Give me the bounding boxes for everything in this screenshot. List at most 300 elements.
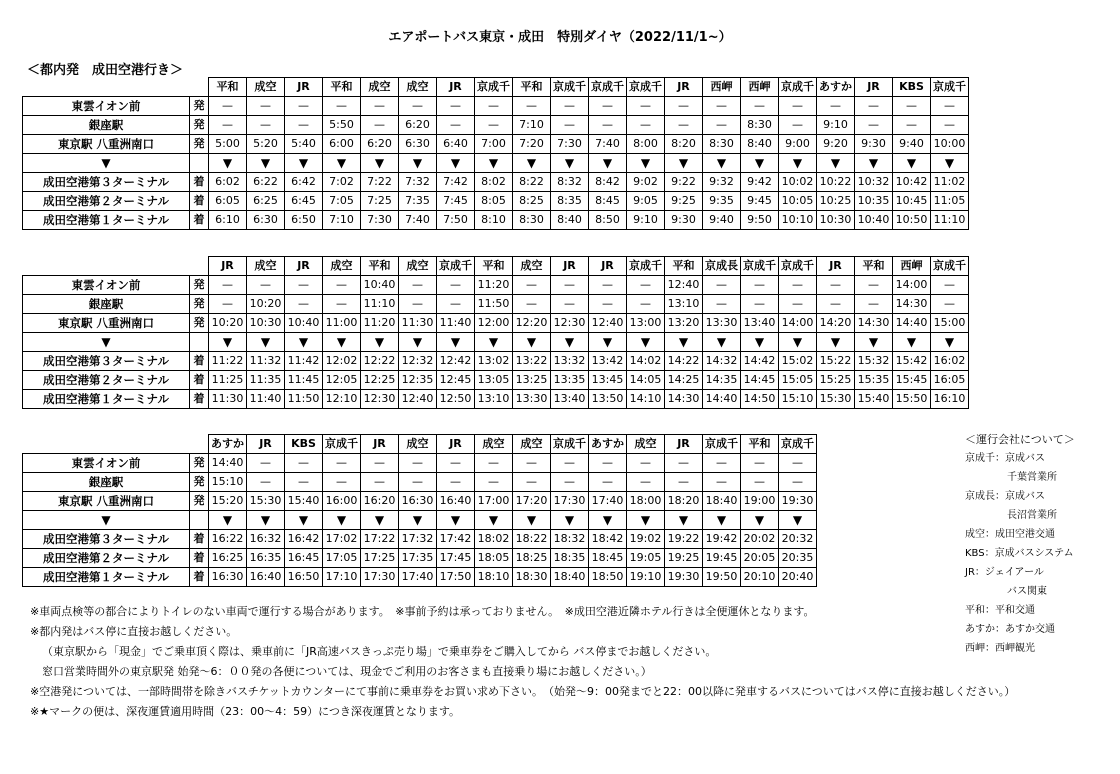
time-cell: 13:22: [513, 352, 551, 371]
time-cell: —: [589, 116, 627, 135]
time-cell: —: [247, 473, 285, 492]
time-cell: —: [399, 295, 437, 314]
time-cell: —: [817, 97, 855, 116]
time-cell: 7:25: [361, 192, 399, 211]
time-cell: —: [437, 116, 475, 135]
operator-entry-cont: 長沼営業所: [1007, 510, 1057, 521]
time-cell: —: [323, 473, 361, 492]
time-cell: —: [285, 454, 323, 473]
time-cell: 6:25: [247, 192, 285, 211]
time-cell: 7:30: [361, 211, 399, 230]
time-cell: 15:10: [779, 390, 817, 409]
time-cell: 5:40: [285, 135, 323, 154]
time-cell: 13:32: [551, 352, 589, 371]
operator-cell: 京成千: [931, 257, 969, 276]
time-cell: —: [741, 473, 779, 492]
time-cell: —: [665, 473, 703, 492]
operator-cell: KBS: [893, 78, 931, 97]
time-cell: 13:40: [741, 314, 779, 333]
time-cell: —: [779, 97, 817, 116]
time-cell: 15:30: [247, 492, 285, 511]
time-cell: 19:42: [703, 530, 741, 549]
operator-cell: JR: [247, 435, 285, 454]
time-cell: 14:30: [855, 314, 893, 333]
time-cell: —: [475, 473, 513, 492]
time-cell: —: [589, 295, 627, 314]
time-cell: 7:20: [513, 135, 551, 154]
time-cell: 5:20: [247, 135, 285, 154]
operator-cell: 京成千: [627, 257, 665, 276]
time-cell: 15:22: [817, 352, 855, 371]
time-cell: 11:32: [247, 352, 285, 371]
time-cell: 14:42: [741, 352, 779, 371]
time-cell: 7:40: [589, 135, 627, 154]
time-cell: 20:40: [779, 568, 817, 587]
time-cell: 11:30: [209, 390, 247, 409]
time-cell: 17:20: [513, 492, 551, 511]
arrow-cell: ▼: [665, 333, 703, 352]
time-cell: —: [361, 473, 399, 492]
arrow-cell: ▼: [627, 333, 665, 352]
arr-row: [23, 211, 969, 230]
operator-cell: 京成千: [589, 78, 627, 97]
time-cell: 13:20: [665, 314, 703, 333]
operator-cell: 京成千: [475, 78, 513, 97]
operator-cell: 成空: [323, 257, 361, 276]
notes: [30, 602, 1100, 722]
time-cell: 19:02: [627, 530, 665, 549]
time-cell: —: [627, 97, 665, 116]
time-cell: 16:40: [437, 492, 475, 511]
arrow-cell: ▼: [627, 511, 665, 530]
time-cell: —: [361, 97, 399, 116]
dep-row: [23, 276, 969, 295]
time-cell: —: [627, 295, 665, 314]
time-cell: —: [551, 473, 589, 492]
time-cell: 12:02: [323, 352, 361, 371]
stop-name: 銀座駅: [23, 473, 190, 492]
time-cell: —: [513, 295, 551, 314]
time-cell: —: [247, 116, 285, 135]
time-cell: 9:05: [627, 192, 665, 211]
time-cell: 8:00: [627, 135, 665, 154]
time-cell: 10:40: [285, 314, 323, 333]
time-cell: 15:20: [209, 492, 247, 511]
stop-name: 東京駅 八重洲南口: [23, 492, 190, 511]
time-cell: 14:30: [893, 295, 931, 314]
operator-cell: 平和: [475, 257, 513, 276]
operator-cell: 京成千: [551, 78, 589, 97]
header-blank: [23, 257, 209, 276]
time-cell: —: [437, 97, 475, 116]
time-cell: 14:20: [817, 314, 855, 333]
operator-cell: 京成千: [323, 435, 361, 454]
time-cell: —: [209, 116, 247, 135]
time-cell: 16:32: [247, 530, 285, 549]
arrow-cell: ▼: [817, 333, 855, 352]
time-cell: 8:20: [665, 135, 703, 154]
time-cell: 9:35: [703, 192, 741, 211]
time-cell: 19:05: [627, 549, 665, 568]
section-title: ＜都内発 成田空港行き＞: [27, 63, 184, 78]
arrow-cell: ▼: [893, 333, 931, 352]
operator-legend-title: ＜運行会社について＞: [965, 433, 1075, 446]
arrow-label: ▼: [23, 154, 190, 173]
dep-arr-mark: 発: [190, 295, 209, 314]
time-cell: 9:30: [665, 211, 703, 230]
arrow-cell: ▼: [209, 511, 247, 530]
document-title: エアポートバス東京・成田 特別ダイヤ（2022/11/1~）: [388, 30, 732, 45]
time-cell: 16:35: [247, 549, 285, 568]
time-cell: —: [589, 97, 627, 116]
time-cell: —: [931, 116, 969, 135]
time-cell: 17:30: [551, 492, 589, 511]
time-cell: —: [893, 116, 931, 135]
operator-header-row: [23, 435, 817, 454]
time-cell: —: [703, 473, 741, 492]
time-cell: 18:10: [475, 568, 513, 587]
time-cell: 11:42: [285, 352, 323, 371]
arrow-cell: ▼: [627, 154, 665, 173]
operator-cell: JR: [361, 435, 399, 454]
operator-cell: JR: [665, 78, 703, 97]
time-cell: 10:40: [855, 211, 893, 230]
time-cell: —: [817, 276, 855, 295]
stop-name: 東京駅 八重洲南口: [23, 135, 190, 154]
time-cell: —: [741, 276, 779, 295]
time-cell: —: [513, 473, 551, 492]
time-cell: 8:45: [589, 192, 627, 211]
operator-legend: [965, 430, 1115, 658]
time-cell: 11:50: [475, 295, 513, 314]
time-cell: 7:30: [551, 135, 589, 154]
time-cell: —: [665, 454, 703, 473]
time-cell: 8:40: [741, 135, 779, 154]
time-cell: 7:00: [475, 135, 513, 154]
time-cell: 18:40: [703, 492, 741, 511]
time-cell: —: [399, 454, 437, 473]
time-cell: 9:45: [741, 192, 779, 211]
time-cell: —: [855, 116, 893, 135]
arrow-cell: ▼: [779, 333, 817, 352]
note-line: ※空港発については、一部時間帯を除きバスチケットカウンターにて事前に乗車券をお買い求め下さい。 （始発～9：00発までと22：00以降に発車するバスについてはバス停に直接お越しください。）: [30, 685, 1016, 698]
arrow-cell: ▼: [741, 154, 779, 173]
time-cell: 19:25: [665, 549, 703, 568]
time-cell: 9:30: [855, 135, 893, 154]
time-cell: —: [475, 116, 513, 135]
time-cell: —: [323, 295, 361, 314]
arrow-cell: ▼: [475, 333, 513, 352]
time-cell: —: [285, 116, 323, 135]
dep-arr-mark: 着: [190, 371, 209, 390]
time-cell: —: [437, 473, 475, 492]
time-cell: —: [513, 454, 551, 473]
time-cell: 18:02: [475, 530, 513, 549]
time-cell: 16:30: [209, 568, 247, 587]
time-cell: 15:42: [893, 352, 931, 371]
time-cell: —: [703, 276, 741, 295]
time-cell: —: [589, 276, 627, 295]
timetable-3: [22, 434, 817, 587]
arrow-cell: ▼: [513, 154, 551, 173]
operator-cell: 京成長: [703, 257, 741, 276]
time-cell: 20:05: [741, 549, 779, 568]
time-cell: 10:45: [893, 192, 931, 211]
time-cell: 19:50: [703, 568, 741, 587]
time-cell: 7:05: [323, 192, 361, 211]
time-cell: 8:05: [475, 192, 513, 211]
time-cell: —: [855, 276, 893, 295]
arrow-cell: ▼: [589, 154, 627, 173]
time-cell: 11:50: [285, 390, 323, 409]
arr-row: [23, 192, 969, 211]
time-cell: 20:35: [779, 549, 817, 568]
time-cell: 7:35: [399, 192, 437, 211]
time-cell: 9:40: [893, 135, 931, 154]
time-cell: —: [437, 295, 475, 314]
operator-cell: 成空: [361, 78, 399, 97]
time-cell: —: [931, 295, 969, 314]
time-cell: 14:02: [627, 352, 665, 371]
arrow-cell: ▼: [323, 511, 361, 530]
time-cell: 20:32: [779, 530, 817, 549]
arrow-row: [23, 333, 969, 352]
note-line: 窓口営業時間外の東京駅発 始発～6：００発の各便については、現金でご利用のお客さまも直接乗り場にお越しください。）: [42, 665, 652, 678]
time-cell: 7:50: [437, 211, 475, 230]
time-cell: —: [285, 97, 323, 116]
operator-cell: あすか: [209, 435, 247, 454]
time-cell: 12:40: [665, 276, 703, 295]
dep-arr-mark: 着: [190, 211, 209, 230]
time-cell: 19:22: [665, 530, 703, 549]
time-cell: 12:22: [361, 352, 399, 371]
operator-cell: 成空: [399, 435, 437, 454]
time-cell: 7:02: [323, 173, 361, 192]
time-cell: —: [703, 97, 741, 116]
time-cell: 6:30: [247, 211, 285, 230]
time-cell: 10:22: [817, 173, 855, 192]
time-cell: 13:40: [551, 390, 589, 409]
dep-row: [23, 116, 969, 135]
operator-entry: 平和：平和交通: [965, 605, 1035, 616]
time-cell: —: [589, 473, 627, 492]
time-cell: 8:02: [475, 173, 513, 192]
time-cell: 7:45: [437, 192, 475, 211]
arrow-cell: ▼: [323, 333, 361, 352]
time-cell: —: [399, 473, 437, 492]
arrow-cell: ▼: [665, 511, 703, 530]
time-cell: 11:10: [361, 295, 399, 314]
time-cell: —: [627, 473, 665, 492]
time-cell: 6:20: [361, 135, 399, 154]
operator-cell: 西岬: [741, 78, 779, 97]
time-cell: —: [627, 116, 665, 135]
operator-cell: 京成千: [551, 435, 589, 454]
note-line: （東京駅から「現金」でご乗車頂く際は、乗車前に「JR高速バスきっぷ売り場」で乗車券をご購入してから バス停までお越しください。: [42, 645, 717, 658]
dep-arr-mark: 着: [190, 549, 209, 568]
time-cell: —: [361, 454, 399, 473]
stop-name: 東雲イオン前: [23, 454, 190, 473]
arrow-cell: ▼: [475, 154, 513, 173]
operator-entry: KBS：京成バスシステム: [965, 548, 1074, 559]
time-cell: —: [779, 473, 817, 492]
time-cell: 9:50: [741, 211, 779, 230]
time-cell: —: [247, 276, 285, 295]
time-cell: 18:20: [665, 492, 703, 511]
time-cell: 8:30: [703, 135, 741, 154]
time-cell: 12:25: [361, 371, 399, 390]
time-cell: 18:50: [589, 568, 627, 587]
time-cell: 11:00: [323, 314, 361, 333]
time-cell: 15:25: [817, 371, 855, 390]
dep-arr-mark: 発: [190, 135, 209, 154]
arrow-cell: ▼: [779, 154, 817, 173]
time-cell: 18:00: [627, 492, 665, 511]
time-cell: —: [741, 454, 779, 473]
time-cell: 13:50: [589, 390, 627, 409]
time-cell: 11:45: [285, 371, 323, 390]
time-cell: 16:00: [323, 492, 361, 511]
time-cell: 15:05: [779, 371, 817, 390]
time-cell: —: [285, 473, 323, 492]
operator-cell: KBS: [285, 435, 323, 454]
time-cell: —: [931, 276, 969, 295]
time-cell: 6:30: [399, 135, 437, 154]
time-cell: 10:00: [931, 135, 969, 154]
time-cell: 14:00: [893, 276, 931, 295]
time-cell: 5:50: [323, 116, 361, 135]
stop-name: 成田空港第１ターミナル: [23, 568, 190, 587]
dep-arr-mark: 着: [190, 568, 209, 587]
time-cell: 12:20: [513, 314, 551, 333]
time-cell: 6:00: [323, 135, 361, 154]
time-cell: —: [285, 276, 323, 295]
time-cell: 10:30: [817, 211, 855, 230]
arrow-cell: ▼: [285, 511, 323, 530]
time-cell: —: [703, 116, 741, 135]
time-cell: —: [741, 295, 779, 314]
time-cell: —: [551, 97, 589, 116]
time-cell: 14:35: [703, 371, 741, 390]
time-cell: 15:40: [855, 390, 893, 409]
operator-cell: 平和: [323, 78, 361, 97]
arr-row: [23, 549, 817, 568]
time-cell: 8:10: [475, 211, 513, 230]
arr-row: [23, 371, 969, 390]
operator-cell: 成空: [513, 257, 551, 276]
operator-cell: JR: [209, 257, 247, 276]
time-cell: 6:05: [209, 192, 247, 211]
arrow-cell: ▼: [399, 511, 437, 530]
arrow-cell: ▼: [741, 333, 779, 352]
time-cell: 12:10: [323, 390, 361, 409]
time-cell: —: [513, 97, 551, 116]
time-cell: 18:22: [513, 530, 551, 549]
time-cell: 13:10: [665, 295, 703, 314]
arrow-cell: ▼: [589, 511, 627, 530]
time-cell: 18:25: [513, 549, 551, 568]
arrow-cell: ▼: [703, 511, 741, 530]
time-cell: 18:45: [589, 549, 627, 568]
operator-cell: 京成千: [779, 78, 817, 97]
time-cell: 7:22: [361, 173, 399, 192]
arrow-cell: ▼: [285, 333, 323, 352]
time-cell: 8:22: [513, 173, 551, 192]
arrow-cell: ▼: [475, 511, 513, 530]
time-cell: 16:42: [285, 530, 323, 549]
operator-cell: 平和: [741, 435, 779, 454]
time-cell: 19:00: [741, 492, 779, 511]
time-cell: 15:40: [285, 492, 323, 511]
time-cell: 14:40: [893, 314, 931, 333]
time-cell: 6:20: [399, 116, 437, 135]
dep-row: [23, 135, 969, 154]
time-cell: 14:32: [703, 352, 741, 371]
time-cell: —: [247, 97, 285, 116]
dep-arr-mark: 発: [190, 492, 209, 511]
time-cell: 10:20: [209, 314, 247, 333]
time-cell: —: [551, 454, 589, 473]
time-cell: 6:40: [437, 135, 475, 154]
time-cell: 9:10: [627, 211, 665, 230]
arr-row: [23, 568, 817, 587]
dep-arr-mark: 発: [190, 116, 209, 135]
arrow-kind-cell: [190, 333, 209, 352]
time-cell: 14:50: [741, 390, 779, 409]
time-cell: 11:35: [247, 371, 285, 390]
note-line: ※車両点検等の都合によりトイレのない車両で運行する場合があります。 ※事前予約は承っておりません。 ※成田空港近隣ホテル行きは全便運休となります。: [30, 605, 815, 618]
time-cell: —: [475, 454, 513, 473]
operator-cell: 成空: [399, 257, 437, 276]
time-cell: 17:25: [361, 549, 399, 568]
dep-arr-mark: 着: [190, 352, 209, 371]
header-blank: [23, 435, 209, 454]
time-cell: 13:30: [703, 314, 741, 333]
time-cell: 18:30: [513, 568, 551, 587]
dep-arr-mark: 発: [190, 314, 209, 333]
time-cell: —: [209, 97, 247, 116]
dep-row: [23, 454, 817, 473]
time-cell: 8:42: [589, 173, 627, 192]
time-cell: 13:05: [475, 371, 513, 390]
time-cell: 19:45: [703, 549, 741, 568]
arr-row: [23, 530, 817, 549]
time-cell: 13:42: [589, 352, 627, 371]
time-cell: 10:42: [893, 173, 931, 192]
time-cell: 16:40: [247, 568, 285, 587]
time-cell: 9:40: [703, 211, 741, 230]
time-cell: 19:30: [665, 568, 703, 587]
stop-name: 東雲イオン前: [23, 276, 190, 295]
arrow-kind-cell: [190, 154, 209, 173]
arrow-cell: ▼: [209, 333, 247, 352]
time-cell: 17:40: [589, 492, 627, 511]
time-cell: 15:45: [893, 371, 931, 390]
time-cell: 17:50: [437, 568, 475, 587]
operator-cell: JR: [665, 435, 703, 454]
time-cell: 7:10: [513, 116, 551, 135]
time-cell: 9:32: [703, 173, 741, 192]
operator-cell: JR: [551, 257, 589, 276]
time-cell: 15:35: [855, 371, 893, 390]
time-cell: 10:10: [779, 211, 817, 230]
dep-arr-mark: 着: [190, 173, 209, 192]
arrow-cell: ▼: [437, 333, 475, 352]
dep-arr-mark: 着: [190, 390, 209, 409]
operator-cell: 京成千: [703, 435, 741, 454]
time-cell: 13:30: [513, 390, 551, 409]
dep-arr-mark: 発: [190, 454, 209, 473]
